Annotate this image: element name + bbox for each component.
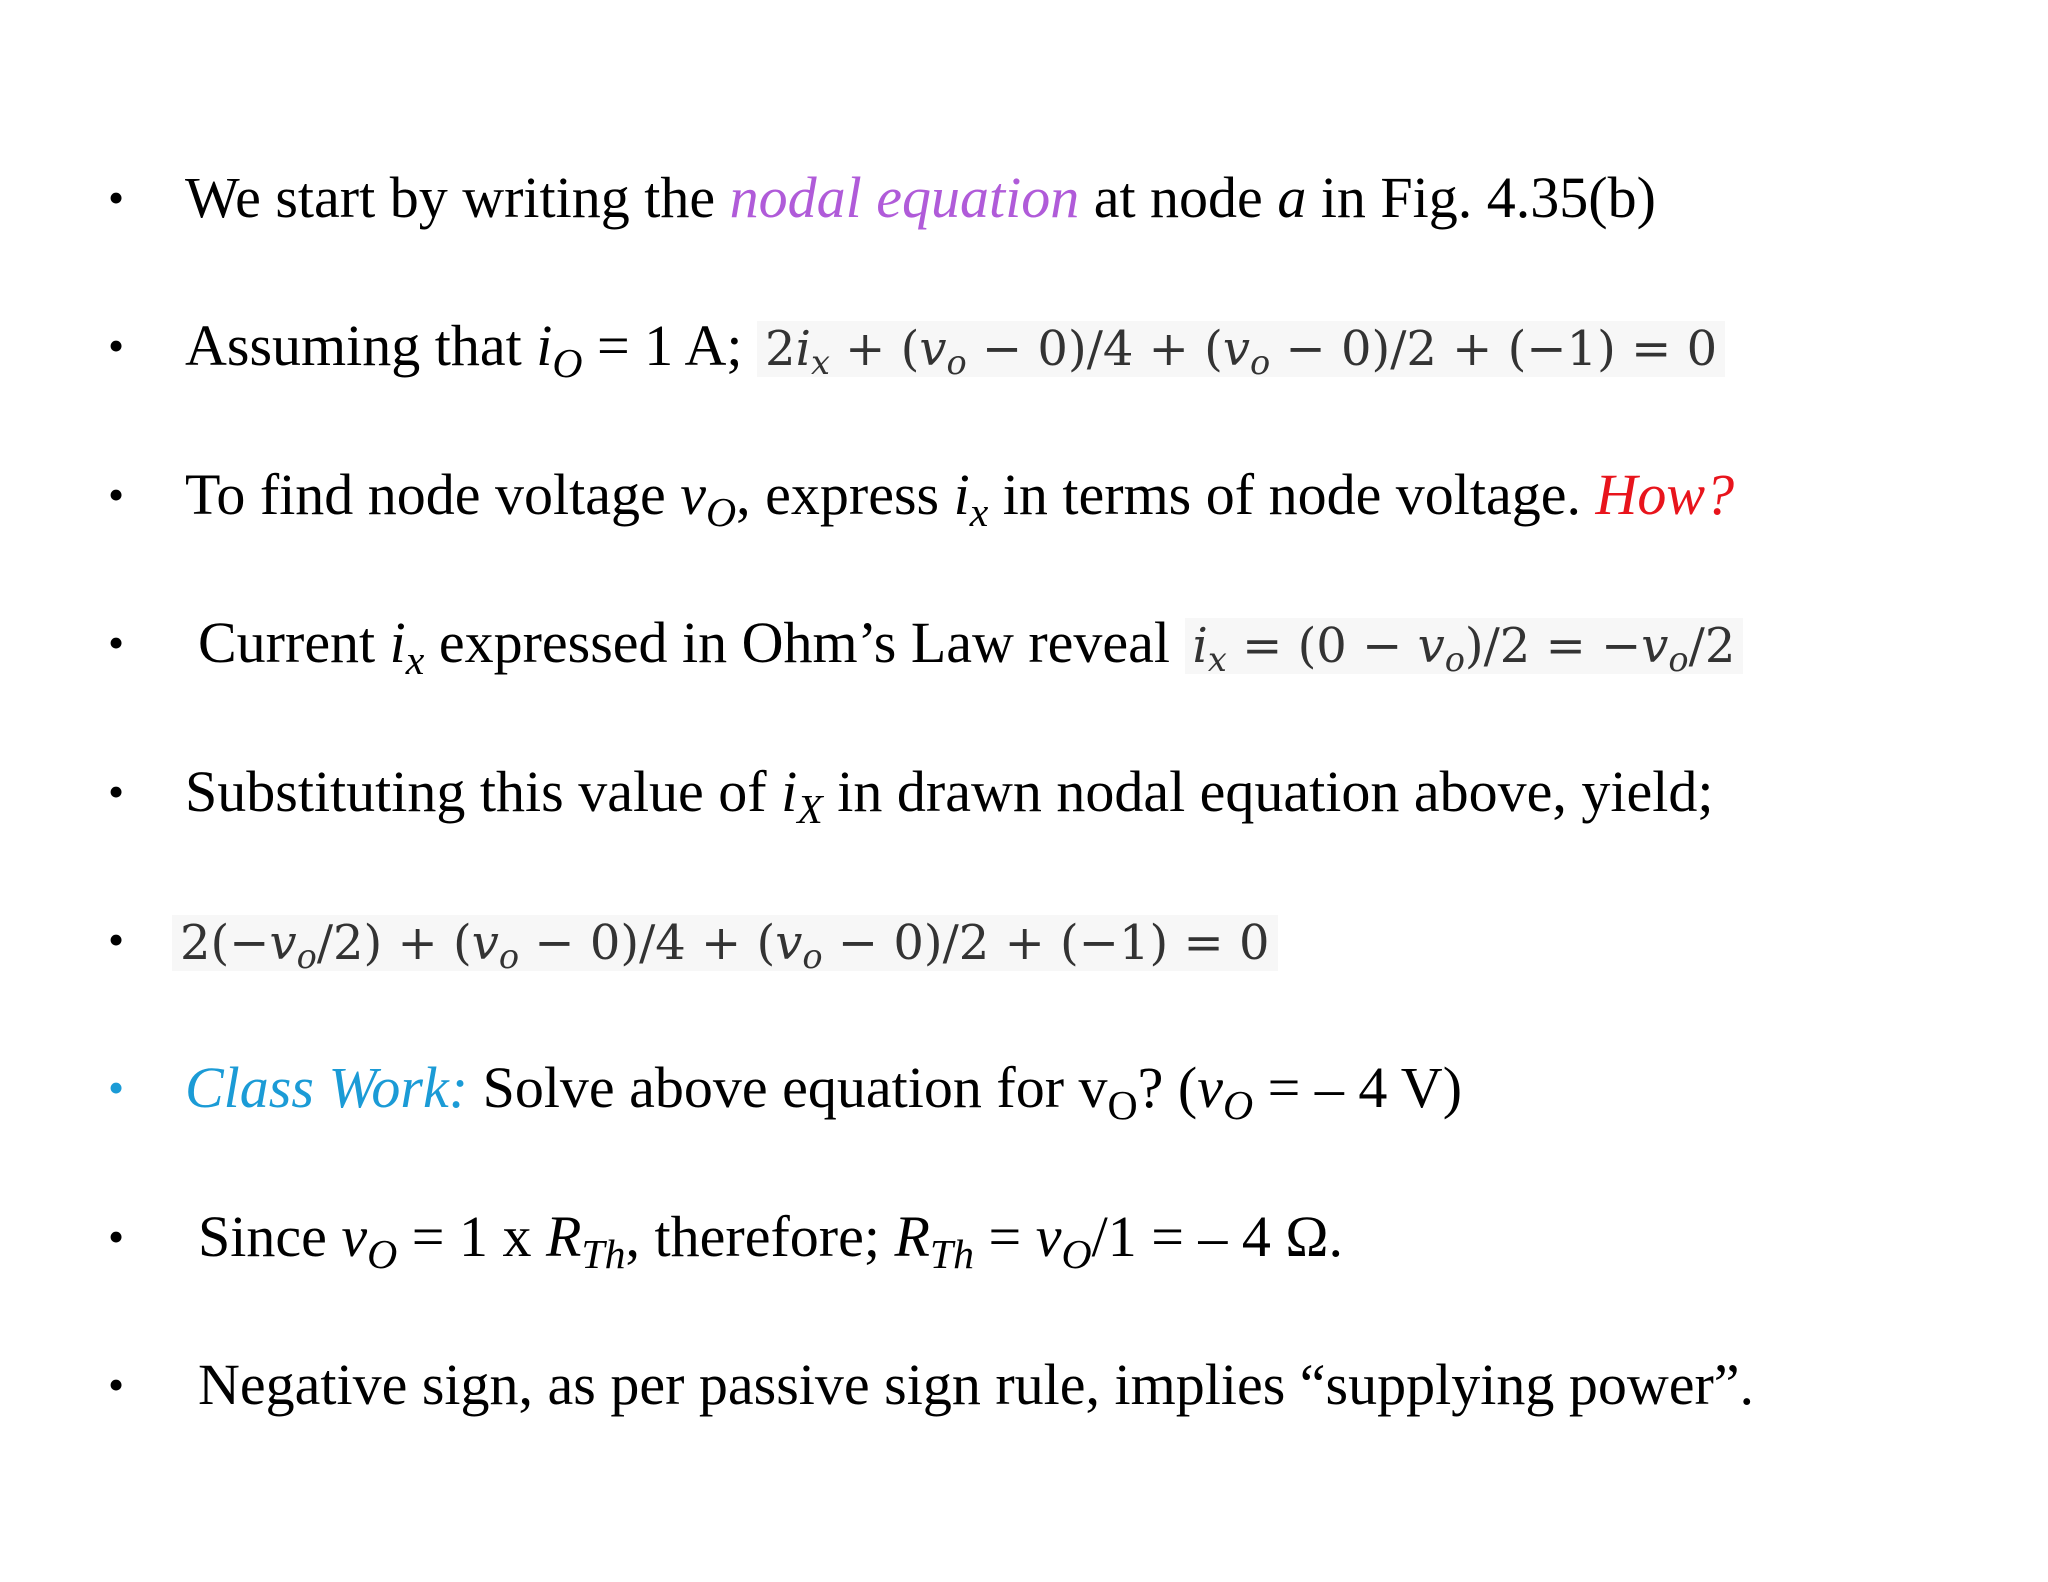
rth-variable xyxy=(545,1204,626,1278)
bullet-marker: • xyxy=(108,172,125,223)
ix-variable xyxy=(389,610,425,684)
var-subscript: O xyxy=(1061,1231,1092,1278)
bullet-marker: • xyxy=(108,320,125,371)
text-segment: /1 = – 4 Ω. xyxy=(1091,1204,1344,1269)
bullet-text xyxy=(185,1048,1462,1128)
substituted-equation xyxy=(172,915,1278,977)
math-segment: − 0)/2 + (−1) = 0 xyxy=(1270,321,1718,377)
text-segment: Substituting this value of xyxy=(185,759,782,824)
text-segment: expressed in Ohm’s Law reveal xyxy=(424,610,1185,675)
io-variable xyxy=(536,313,583,387)
text-segment: in Fig. 4.35(b) xyxy=(1306,165,1656,230)
text-segment: ? ( xyxy=(1137,1055,1198,1120)
math-subscript: o xyxy=(946,343,967,383)
vo-variable xyxy=(1035,1204,1092,1278)
math-subscript: x xyxy=(1207,640,1227,680)
ix-variable xyxy=(781,759,823,833)
nodal-equation xyxy=(757,321,1725,383)
var-symbol: R xyxy=(545,1204,582,1269)
var-subscript: x xyxy=(969,489,989,536)
bullet-marker: • xyxy=(108,617,125,668)
bullet-item-8 xyxy=(0,1197,2048,1277)
math-segment: 2(− xyxy=(180,915,270,971)
ix-variable xyxy=(953,462,989,536)
text-segment: Assuming that xyxy=(185,313,537,378)
text-segment: Solve above equation for v xyxy=(468,1055,1108,1120)
math-segment: 2 xyxy=(765,321,796,377)
math-var: v xyxy=(1641,618,1669,674)
math-segment: − 0)/4 + ( xyxy=(966,321,1223,377)
math-subscript: x xyxy=(810,343,830,383)
math-subscript: o xyxy=(1249,343,1271,383)
bullet-text: Negative sign, as per passive sign rule, implies “supplying power”. xyxy=(198,1352,1755,1417)
bullet-item-7 xyxy=(0,1048,2048,1128)
vo-variable xyxy=(680,462,737,536)
bullet-marker: • xyxy=(108,766,125,817)
bullet-text xyxy=(185,752,1713,832)
rth-variable xyxy=(894,1204,974,1278)
math-var: v xyxy=(269,915,297,971)
var-symbol: v xyxy=(1197,1055,1223,1120)
text-segment: Current xyxy=(198,610,390,675)
math-var: v xyxy=(1417,618,1445,674)
text-segment: We start by writing the xyxy=(185,165,730,230)
var-symbol: R xyxy=(894,1204,930,1269)
math-var: v xyxy=(775,915,803,971)
var-symbol: i xyxy=(953,462,970,527)
var-symbol: i xyxy=(536,313,553,378)
math-var: i xyxy=(1192,618,1208,674)
bullet-marker: • xyxy=(108,1211,125,1262)
var-subscript: O xyxy=(367,1231,398,1278)
bullet-item-5 xyxy=(0,752,2048,832)
var-subscript: O xyxy=(552,340,583,387)
math-segment: − 0)/4 + ( xyxy=(519,915,776,971)
bullet-item-4 xyxy=(0,603,2048,683)
bullet-item-9 xyxy=(0,1345,2048,1425)
bullet-item-1 xyxy=(0,158,2048,238)
text-segment: = 1 x xyxy=(397,1204,546,1269)
bullet-item-2 xyxy=(0,306,2048,386)
bullet-text xyxy=(185,455,1734,535)
text-segment: = – 4 V) xyxy=(1253,1055,1463,1120)
text-segment: in terms of node voltage. xyxy=(988,462,1596,527)
math-var: v xyxy=(1222,321,1250,377)
bullet-text xyxy=(185,306,1725,389)
node-a-variable: a xyxy=(1277,165,1307,230)
nodal-equation-highlight: nodal equation xyxy=(729,165,1080,230)
math-segment: + ( xyxy=(829,321,920,377)
text-segment: Since xyxy=(198,1204,342,1269)
bullet-marker: • xyxy=(108,469,125,520)
text-segment: = 1 A; xyxy=(582,313,758,378)
text-segment: , express xyxy=(736,462,954,527)
math-subscript: o xyxy=(802,937,823,977)
bullet-text xyxy=(185,158,1656,238)
var-symbol: v xyxy=(341,1204,368,1269)
var-symbol: i xyxy=(781,759,798,824)
math-segment: = (0 − xyxy=(1226,618,1418,674)
var-subscript: O xyxy=(1107,1082,1138,1129)
var-symbol: v xyxy=(1035,1204,1062,1269)
text-segment: To find node voltage xyxy=(185,462,681,527)
math-subscript: o xyxy=(1444,640,1465,680)
bullet-item-6 xyxy=(0,900,2048,980)
math-segment: − 0)/2 + (−1) = 0 xyxy=(822,915,1270,971)
math-subscript: o xyxy=(498,937,520,977)
text-segment: at node xyxy=(1079,165,1278,230)
bullet-text xyxy=(198,603,1743,686)
math-subscript: o xyxy=(1668,640,1689,680)
bullet-text xyxy=(198,1197,1343,1277)
math-var: i xyxy=(795,321,811,377)
how-question-highlight: How? xyxy=(1595,462,1735,527)
text-segment: , therefore; xyxy=(625,1204,895,1269)
math-segment: /2) + ( xyxy=(316,915,472,971)
bullet-marker: • xyxy=(108,1062,125,1113)
text-segment: in drawn nodal equation above, yield; xyxy=(822,759,1714,824)
var-subscript: Th xyxy=(929,1231,974,1278)
vo-variable xyxy=(341,1204,398,1278)
bullet-text xyxy=(172,900,1278,983)
var-symbol: i xyxy=(389,610,406,675)
text-segment: = xyxy=(973,1204,1036,1269)
var-subscript: O xyxy=(1222,1082,1254,1129)
var-subscript: O xyxy=(706,489,737,536)
bullet-item-3 xyxy=(0,455,2048,535)
var-subscript: x xyxy=(405,637,425,684)
math-subscript: o xyxy=(296,937,317,977)
vo-variable xyxy=(1197,1055,1254,1129)
math-segment: )/2 = − xyxy=(1464,618,1642,674)
math-var: v xyxy=(919,321,947,377)
math-segment: /2 xyxy=(1688,618,1736,674)
var-subscript: X xyxy=(797,786,823,833)
var-subscript: Th xyxy=(581,1231,626,1278)
bullet-marker: • xyxy=(108,914,125,965)
class-work-highlight: Class Work: xyxy=(185,1055,469,1120)
math-var: v xyxy=(471,915,499,971)
ohms-law-equation xyxy=(1185,618,1744,680)
bullet-marker: • xyxy=(108,1359,125,1410)
var-symbol: v xyxy=(680,462,707,527)
